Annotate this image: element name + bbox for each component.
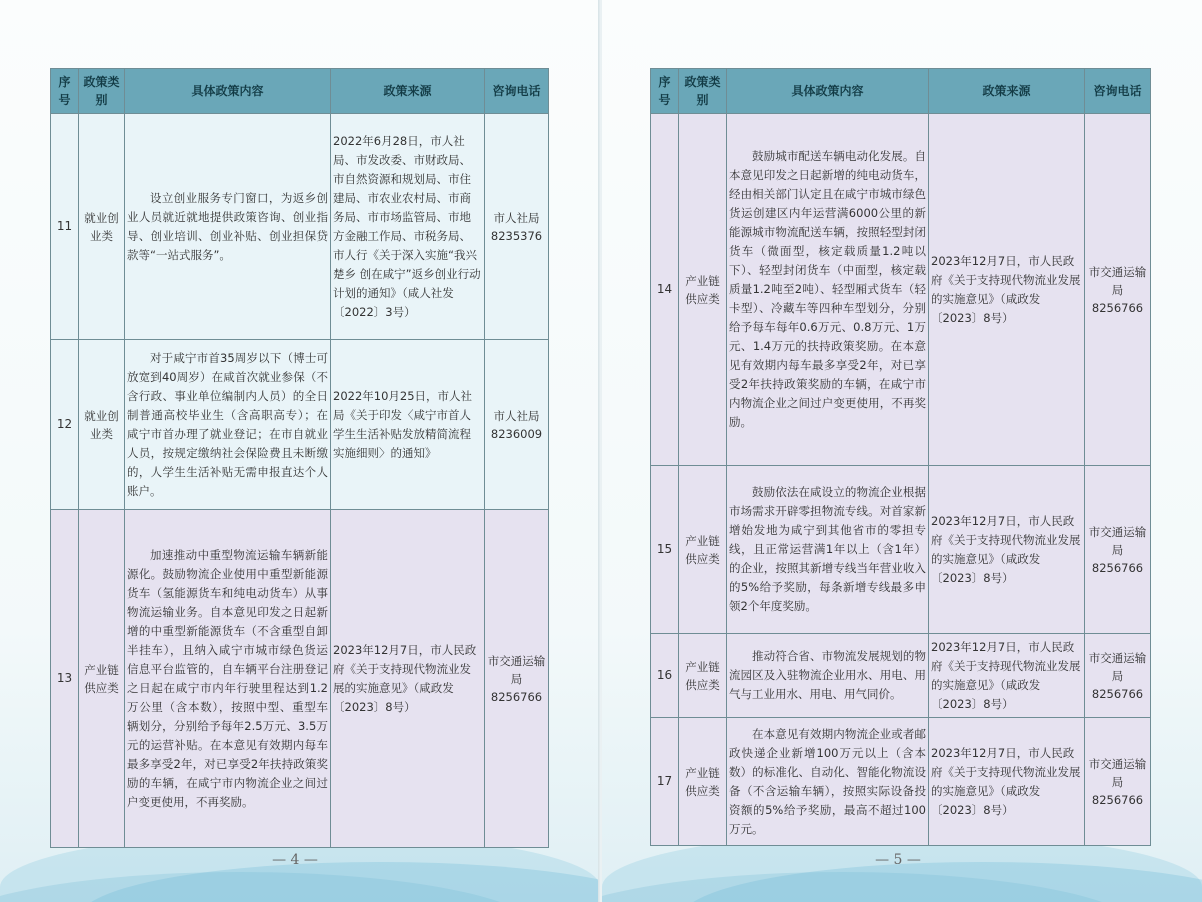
row-content: 加速推动中重型物流运输车辆新能源化。鼓励物流企业使用中重型新能源货车（氢能源货车和纯电动货车）从事物流运输业务。自本意见印发之日起新增的中重型新能源货车（不含重型自卸半挂车），且纳入咸宁市城市绿色货运信息平台监管的，自车辆平台注册登记之日起在咸宁市内年行驶里程达到1.2万公里（含本数），按照中型、重型车辆划分，分别给予每年2.5万元、3.5万元的运营补贴。在本意见有效期内每车最多享受2年，对已享受2年扶持政策奖励的车辆，在咸宁市内物流企业之间过户变更使用，不再奖励。 <box>125 510 331 848</box>
table-row <box>651 634 1151 718</box>
row-source: 2023年12月7日，市人民政府《关于支持现代物流业发展的实施意见》（咸政发〔2023〕8号） <box>331 510 485 848</box>
policy-table <box>650 68 1151 846</box>
row-phone: 市交通运输局8256766 <box>1085 466 1151 634</box>
header-seq: 序号 <box>51 69 79 114</box>
table-row <box>51 510 549 848</box>
row-source: 2022年6月28日，市人社局、市发改委、市财政局、市自然资源和规划局、市住建局、市农业农村局、市商务局、市市场监管局、市地方金融工作局、市税务局、市人行《关于深入实施“我兴楚乡 创在咸宁”返乡创业行动计划的通知》（咸人社发〔2022〕3号） <box>331 114 485 340</box>
table-row <box>651 114 1151 466</box>
header-phone: 咨询电话 <box>1085 69 1151 114</box>
row-number: 14 <box>651 114 679 466</box>
row-number: 12 <box>51 340 79 510</box>
row-phone: 市交通运输局8256766 <box>485 510 549 848</box>
row-phone: 市交通运输局8256766 <box>1085 718 1151 846</box>
row-source: 2023年12月7日，市人民政府《关于支持现代物流业发展的实施意见》（咸政发〔2023〕8号） <box>929 718 1085 846</box>
header-source: 政策来源 <box>331 69 485 114</box>
table-header-row <box>651 69 1151 114</box>
row-number: 16 <box>651 634 679 718</box>
right-page <box>602 0 1202 902</box>
row-phone: 市人社局8235376 <box>485 114 549 340</box>
row-content: 推动符合省、市物流发展规划的物流园区及入驻物流企业用水、用电、用气与工业用水、用电、用气同价。 <box>727 634 929 718</box>
table-row <box>651 466 1151 634</box>
table-header-row <box>51 69 549 114</box>
header-phone: 咨询电话 <box>485 69 549 114</box>
row-number: 17 <box>651 718 679 846</box>
header-seq: 序号 <box>651 69 679 114</box>
row-category: 产业链供应类 <box>679 466 727 634</box>
row-category: 产业链供应类 <box>679 634 727 718</box>
row-content: 鼓励城市配送车辆电动化发展。自本意见印发之日起新增的纯电动货车，经由相关部门认定且在咸宁市城市绿色货运创建区内年运营满6000公里的新能源城市物流配送车辆，按照轻型封闭货车（微面型，核定载质量1.2吨以下）、轻型封闭货车（中面型，核定载质量1.2吨至2吨）、轻型厢式货车（轻卡型）、冷藏车等四种车型划分，分别给予每车每年0.6万元、0.8万元、1万元、1.4万元的扶持政策奖励。在本意见有效期内每车最多享受2年，对已享受2年扶持政策奖励的车辆，在咸宁市内物流企业之间过户变更使用，不再奖励。 <box>727 114 929 466</box>
row-category: 产业链供应类 <box>679 114 727 466</box>
row-phone: 市交通运输局8256766 <box>1085 114 1151 466</box>
row-source: 2023年12月7日，市人民政府《关于支持现代物流业发展的实施意见》（咸政发〔2023〕8号） <box>929 114 1085 466</box>
row-category: 产业链供应类 <box>679 718 727 846</box>
table-row <box>651 718 1151 846</box>
row-category: 产业链供应类 <box>79 510 125 848</box>
row-number: 11 <box>51 114 79 340</box>
page-number: — 5 — <box>875 852 921 868</box>
header-content: 具体政策内容 <box>125 69 331 114</box>
header-content: 具体政策内容 <box>727 69 929 114</box>
table-row <box>51 340 549 510</box>
row-content: 在本意见有效期内物流企业或者邮政快递企业新增100万元以上（含本数）的标准化、自动化、智能化物流设备（不含运输车辆），按照实际设备投资额的5%给予奖励，最高不超过100万元。 <box>727 718 929 846</box>
row-category: 就业创业类 <box>79 114 125 340</box>
table-row <box>51 114 549 340</box>
row-phone: 市交通运输局8256766 <box>1085 634 1151 718</box>
row-category: 就业创业类 <box>79 340 125 510</box>
header-category: 政策类别 <box>679 69 727 114</box>
header-source: 政策来源 <box>929 69 1085 114</box>
row-number: 13 <box>51 510 79 848</box>
header-category: 政策类别 <box>79 69 125 114</box>
row-content: 对于咸宁市首35周岁以下（博士可放宽到40周岁）在咸首次就业参保（不含行政、事业单位编制内人员）的全日制普通高校毕业生（含高职高专）；在咸宁市首办理了就业登记；在市自就业人员，按规定缴纳社会保险费且未断缴的，人学生生活补贴无需申报直达个人账户。 <box>125 340 331 510</box>
row-content: 鼓励依法在咸设立的物流企业根据市场需求开辟零担物流专线。对首家新增始发地为咸宁到其他省市的零担专线，且正常运营满1年以上（含1年）的企业，按照其新增专线当年营业收入的5%给予奖励，每条新增专线最多申领2个年度奖励。 <box>727 466 929 634</box>
page-number: — 4 — <box>272 852 318 868</box>
row-source: 2023年12月7日，市人民政府《关于支持现代物流业发展的实施意见》（咸政发〔2023〕8号） <box>929 634 1085 718</box>
row-source: 2023年12月7日，市人民政府《关于支持现代物流业发展的实施意见》（咸政发〔2023〕8号） <box>929 466 1085 634</box>
policy-table <box>50 68 549 848</box>
row-content: 设立创业服务专门窗口，为返乡创业人员就近就地提供政策咨询、创业指导、创业培训、创业补贴、创业担保贷款等“一站式服务”。 <box>125 114 331 340</box>
left-page <box>0 0 600 902</box>
row-phone: 市人社局8236009 <box>485 340 549 510</box>
row-source: 2022年10月25日，市人社局《关于印发〈咸宁市首人学生生活补贴发放精简流程实施细则〉的通知》 <box>331 340 485 510</box>
row-number: 15 <box>651 466 679 634</box>
